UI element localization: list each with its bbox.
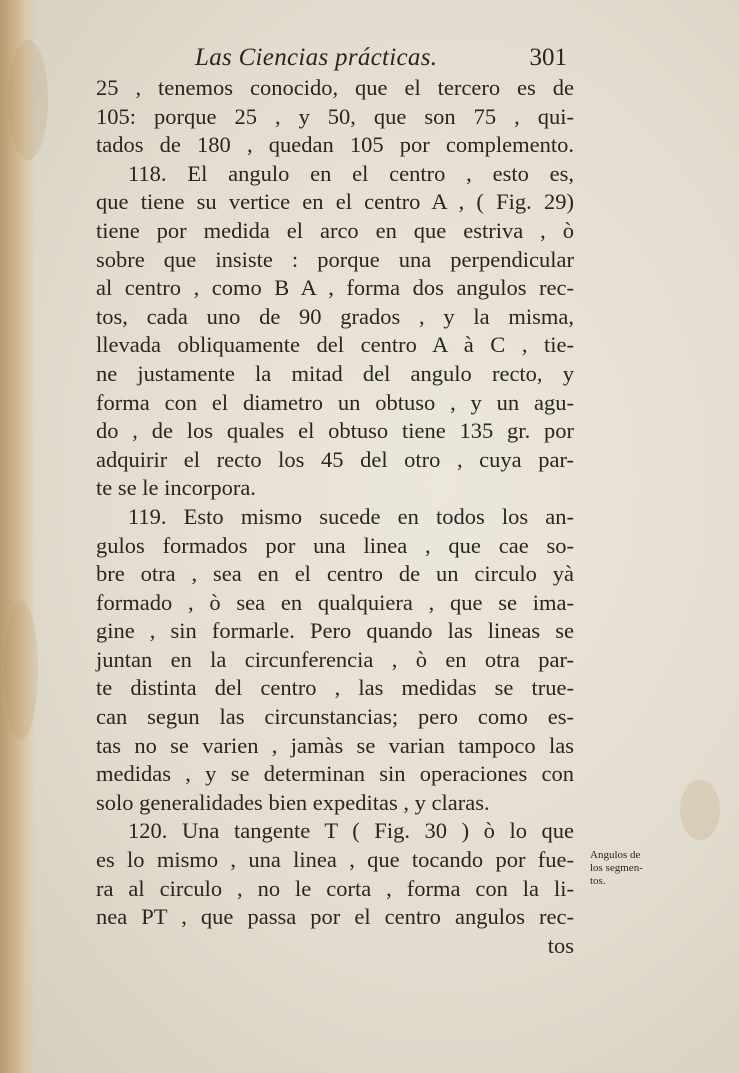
text-line: formado , ò sea en qualquiera , que se ima- <box>96 589 574 615</box>
text-line: tados de 180 , quedan 105 por complemento. <box>96 132 574 158</box>
page-number: 301 <box>529 44 567 71</box>
text-line: te distinta del centro , las medidas se true- <box>96 675 574 701</box>
text-line: can segun las circunstancias; pero como es- <box>96 704 574 730</box>
margin-note <box>590 849 680 888</box>
margin-note-line: tos. <box>590 875 606 887</box>
text-line: llevada obliquamente del centro A à C , tie- <box>96 332 574 358</box>
text-line: solo generalidades bien expeditas , y claras. <box>96 789 490 815</box>
text-line: bre otra , sea en el centro de un circulo yà <box>96 561 574 587</box>
text-line: sobre que insiste : porque una perpendicular <box>96 246 574 272</box>
paper-stain <box>8 40 48 160</box>
text-line: ne justamente la mitad del angulo recto, y <box>96 360 574 386</box>
body-text <box>96 74 574 960</box>
text-line: gine , sin formarle. Pero quando las lineas se <box>96 618 574 644</box>
running-title: Las Ciencias prácticas. <box>195 44 438 71</box>
text-line: 118. El angulo en el centro , esto es, <box>128 160 574 186</box>
text-line: juntan en la circunferencia , ò en otra par- <box>96 646 574 672</box>
text-line: 105: porque 25 , y 50, que son 75 , qui- <box>96 103 574 129</box>
text-line: te se le incorpora. <box>96 475 256 501</box>
text-line: 25 , tenemos conocido, que el tercero es de <box>96 75 574 100</box>
page-gutter <box>0 0 36 1073</box>
text-line: que tiene su vertice en el centro A , ( Fig. 29) <box>96 189 574 215</box>
text-line: ra al circulo , no le corta , forma con la li- <box>96 875 574 901</box>
text-line: tas no se varien , jamàs se varian tampoco las <box>96 732 574 758</box>
margin-note-line: Angulos de <box>590 849 641 861</box>
text-line: do , de los quales el obtuso tiene 135 gr. por <box>96 418 574 444</box>
paper-stain <box>680 780 720 840</box>
text-line: 119. Esto mismo sucede en todos los an- <box>128 503 574 529</box>
text-line: nea PT , que passa por el centro angulos rec- <box>96 904 574 930</box>
text-line: gulos formados por una linea , que cae so- <box>96 532 574 558</box>
text-line: medidas , y se determinan sin operaciones con <box>96 761 574 787</box>
text-line: al centro , como B A , forma dos angulos rec- <box>96 275 574 301</box>
text-line: 120. Una tangente T ( Fig. 30 ) ò lo que <box>128 818 574 844</box>
text-line: adquirir el recto los 45 del otro , cuya par- <box>96 446 574 472</box>
text-line: forma con el diametro un obtuso , y un agu- <box>96 389 574 415</box>
text-line: tiene por medida el arco en que estriva , ò <box>96 217 574 243</box>
text-line: tos, cada uno de 90 grados , y la misma, <box>96 303 574 329</box>
text-line: es lo mismo , una linea , que tocando por fue- <box>96 847 574 873</box>
catchword: tos <box>547 932 574 958</box>
paper-stain <box>4 600 38 740</box>
margin-note-line: los segmen- <box>590 862 643 874</box>
